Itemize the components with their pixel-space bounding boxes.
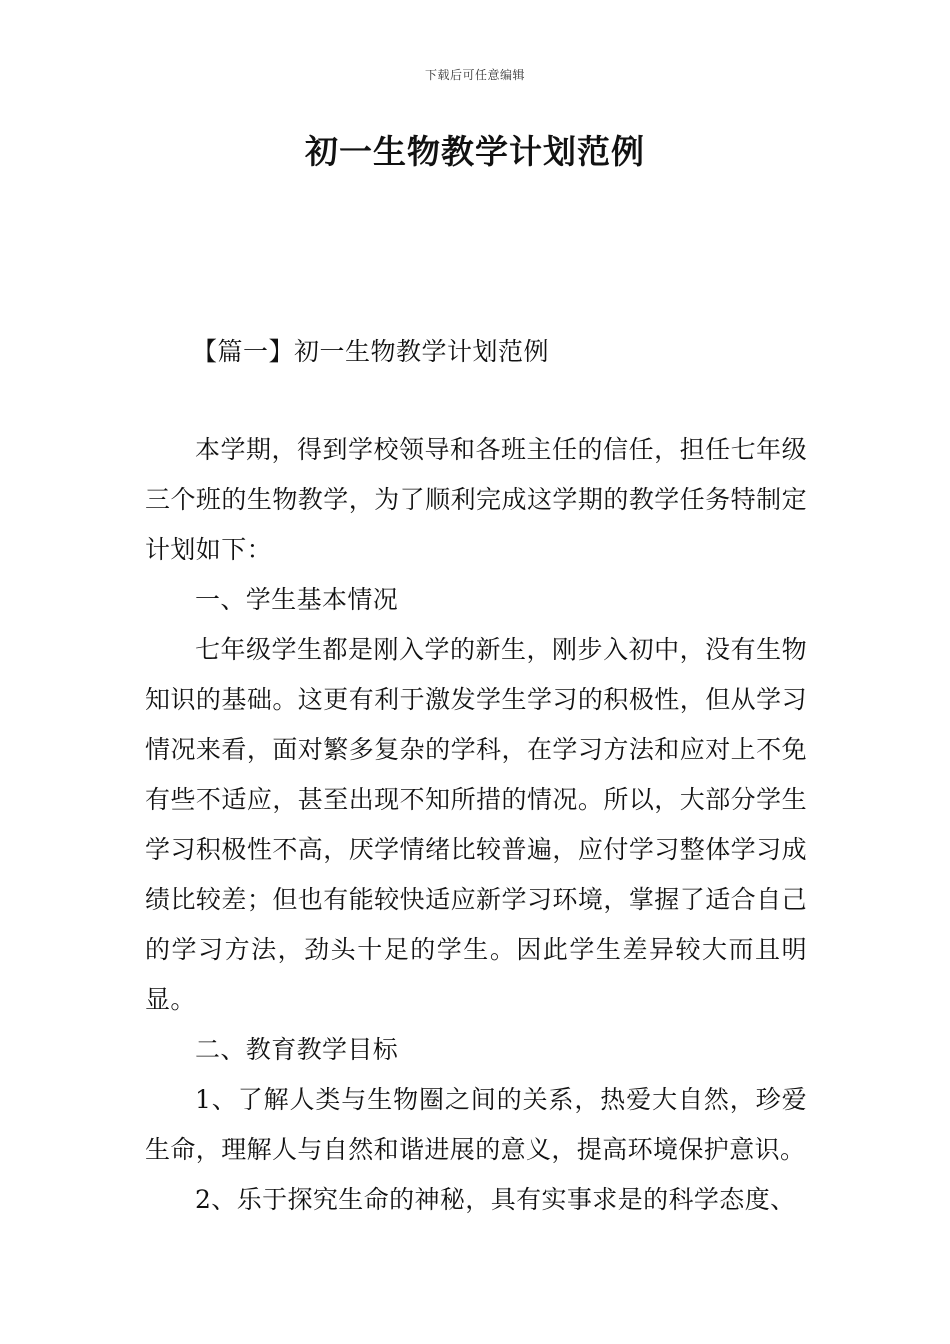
document-title: 初一生物教学计划范例 (305, 132, 645, 171)
header-note: 下载后可任意编辑 (424, 68, 525, 82)
subheading-teaching-goals: 二、教育教学目标 (195, 1035, 399, 1064)
body-text (145, 425, 807, 1225)
goal-item-1: 1、了解人类与生物圈之间的关系，热爱大自然，珍爱生命，理解人与自然和谐进展的意义，提高环境保护意识。 (145, 1085, 807, 1164)
goal-item-2: 2、乐于探究生命的神秘，具有实事求是的科学态度、 (195, 1185, 796, 1214)
subheading-student-situation: 一、学生基本情况 (195, 585, 399, 614)
section-heading: 【篇一】初一生物教学计划范例 (192, 337, 550, 366)
student-situation-paragraph: 七年级学生都是刚入学的新生，刚步入初中，没有生物知识的基础。这更有利于激发学生学习的积极性，但从学习情况来看，面对繁多复杂的学科，在学习方法和应对上不免有些不适应，甚至出现不知所措的情况。所以，大部分学生学习积极性不高，厌学情绪比较普遍，应付学习整体学习成绩比较差；但也有能较快适应新学习环境，掌握了适合自己的学习方法，劲头十足的学生。因此学生差异较大而且明显。 (145, 635, 807, 1014)
intro-paragraph: 本学期，得到学校领导和各班主任的信任，担任七年级三个班的生物教学，为了顺利完成这学期的教学任务特制定计划如下： (145, 435, 807, 564)
